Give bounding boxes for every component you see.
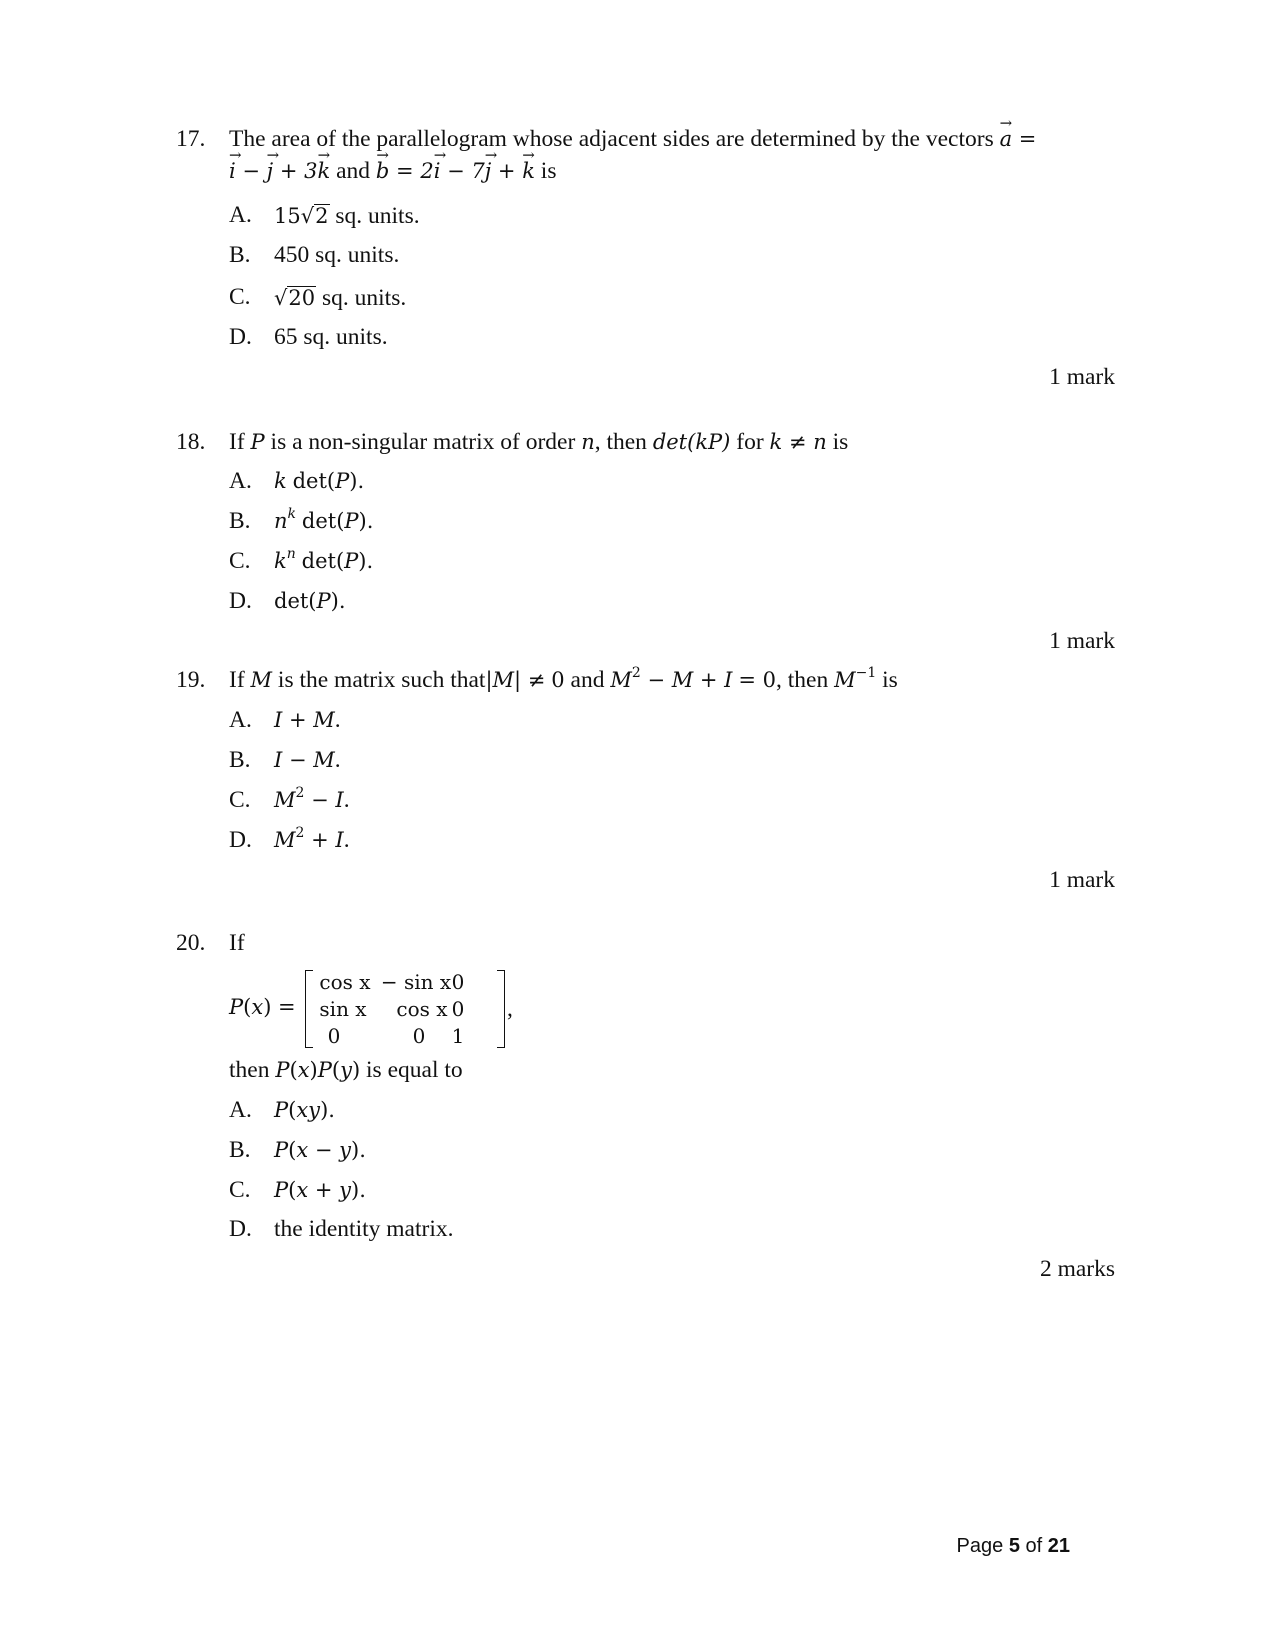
q20-mark: 2 marks bbox=[1039, 1256, 1115, 1282]
q17-option-a-label: A. bbox=[229, 202, 252, 228]
q19-number: 19. bbox=[176, 667, 206, 693]
q17-option-a: 15√2 sq. units. bbox=[274, 203, 420, 229]
q17-option-b: 450 sq. units. bbox=[274, 242, 400, 268]
q19-option-c: $M^2 - I$. bbox=[274, 785, 350, 813]
footer-total-pages: 21 bbox=[1047, 1535, 1070, 1557]
matrix-cell: 0 bbox=[412, 1024, 426, 1048]
q18-text: If P is a non-singular matrix of order n, then det(kP) for k ≠ n is bbox=[229, 429, 849, 455]
footer-of-word: of bbox=[1025, 1535, 1043, 1557]
matrix-cell: sin x bbox=[319, 997, 367, 1021]
matrix-cell: cos x bbox=[319, 970, 371, 994]
q19-mark: 1 mark bbox=[1049, 867, 1115, 893]
q19-option-a: I + M. bbox=[274, 707, 341, 733]
page-footer bbox=[957, 1535, 1070, 1558]
matrix-cell: cos x bbox=[396, 997, 448, 1021]
q18-option-d: det(P). bbox=[274, 589, 346, 613]
q20-matrix bbox=[305, 970, 505, 1046]
q19-option-a-label: A. bbox=[229, 707, 252, 733]
matrix-cell: 1 bbox=[451, 1024, 465, 1048]
q17-text-line1: The area of the parallelogram whose adjacent sides are determined by the vectors a → = bbox=[229, 128, 1036, 152]
q17-option-c: √20 sq. units. bbox=[274, 285, 407, 311]
q20-option-b-label: B. bbox=[229, 1137, 251, 1163]
matrix-cell: 0 bbox=[451, 970, 465, 994]
q17-option-b-label: B. bbox=[229, 242, 251, 268]
q19-option-d: $M^2 + I$. bbox=[274, 825, 350, 853]
q20-option-c-label: C. bbox=[229, 1177, 251, 1203]
q18-option-a: k det(P). bbox=[274, 469, 365, 493]
q20-option-d-label: D. bbox=[229, 1216, 252, 1242]
q20-matrix-lhs: P(x) = bbox=[229, 995, 296, 1019]
q17-text-line2: i → − j → + 3k → and b → = 2i → − 7j → + k → is bbox=[229, 160, 556, 184]
matrix-cell: 0 bbox=[451, 997, 465, 1021]
q20-text-then: then P(x)P(y) is equal to bbox=[229, 1057, 463, 1083]
matrix-right-bracket bbox=[497, 970, 505, 1048]
q18-number: 18. bbox=[176, 429, 206, 455]
q20-option-c: P(x + y). bbox=[274, 1178, 366, 1202]
q19-option-d-label: D. bbox=[229, 827, 252, 853]
footer-current-page: 5 bbox=[1008, 1535, 1020, 1557]
q18-option-d-label: D. bbox=[229, 588, 252, 614]
q17-option-c-label: C. bbox=[229, 284, 251, 310]
q20-number: 20. bbox=[176, 930, 206, 956]
q20-option-b: P(x − y). bbox=[274, 1138, 366, 1162]
q18-mark: 1 mark bbox=[1049, 628, 1115, 654]
q20-matrix-comma: , bbox=[507, 996, 513, 1022]
q20-option-d: the identity matrix. bbox=[274, 1216, 454, 1242]
q18-option-a-label: A. bbox=[229, 468, 252, 494]
q20-option-a: P(xy). bbox=[274, 1098, 335, 1122]
q20-option-a-label: A. bbox=[229, 1097, 252, 1123]
q19-option-b: I − M. bbox=[274, 747, 341, 773]
q17-option-d-label: D. bbox=[229, 324, 252, 350]
q17-mark: 1 mark bbox=[1049, 364, 1115, 390]
q18-option-c-label: C. bbox=[229, 548, 251, 574]
q19-option-b-label: B. bbox=[229, 747, 251, 773]
q17-number: 17. bbox=[176, 126, 206, 152]
q18-option-c: $k^n$ det(P). bbox=[274, 546, 374, 573]
q17-option-d: 65 sq. units. bbox=[274, 324, 388, 350]
q19-option-c-label: C. bbox=[229, 787, 251, 813]
footer-page-word: Page bbox=[956, 1535, 1004, 1557]
q20-text-if: If bbox=[229, 930, 245, 956]
matrix-cell: − sin x bbox=[380, 970, 452, 994]
q19-text: If M is the matrix such that|M| ≠ 0 and $M^2 - M + I = 0$, then $M^{-1}$ is bbox=[229, 665, 898, 693]
matrix-cell: 0 bbox=[327, 1024, 341, 1048]
q18-option-b: $n^k$ det(P). bbox=[274, 506, 374, 533]
q18-option-b-label: B. bbox=[229, 508, 251, 534]
